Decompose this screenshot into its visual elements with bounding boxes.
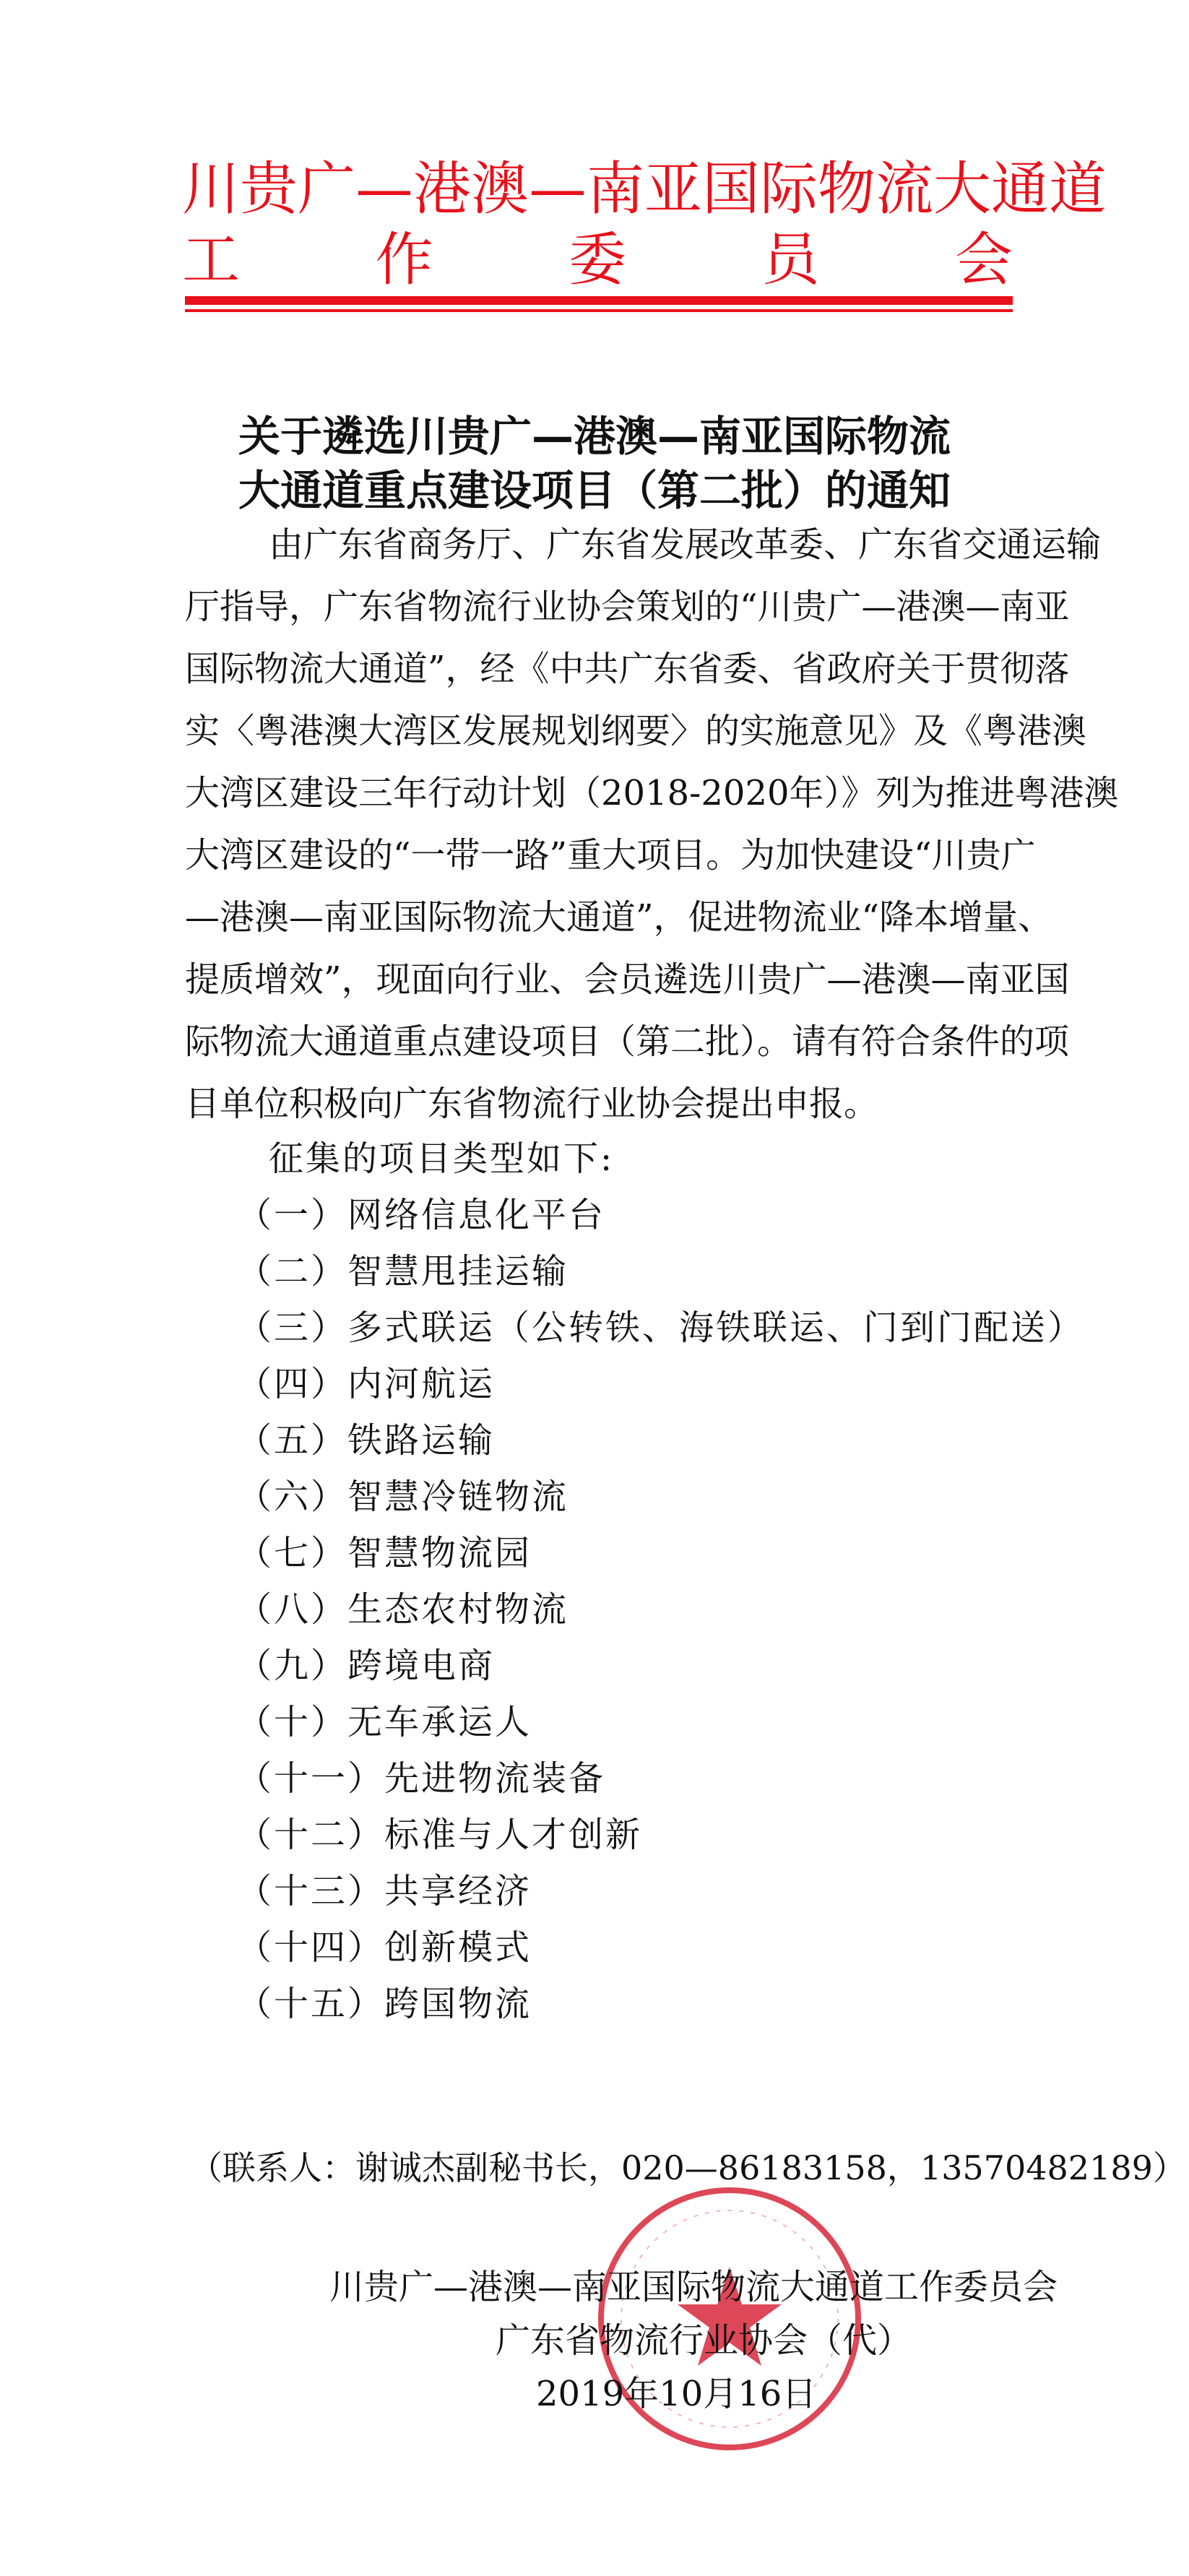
list-item: （六）智慧冷链物流 <box>237 1477 569 1517</box>
contact-info: （联系人：谢诚杰副秘书长，020—86183158，13570482189） <box>189 2148 1186 2187</box>
org-header-line1: 川贵广—港澳—南亚国际物流大通道 <box>182 155 1107 222</box>
signature-agent: 广东省物流行业协会（代） <box>496 2320 912 2361</box>
body-line: 提质增效”，现面向行业、会员遴选川贵广—港澳—南亚国 <box>185 959 1070 1000</box>
list-item: （九）跨境电商 <box>237 1646 496 1686</box>
list-item: （三）多式联运（公转铁、海铁联运、门到门配送） <box>237 1308 1085 1348</box>
list-item: （四）内河航运 <box>237 1364 496 1404</box>
list-item: （五）铁路运输 <box>237 1420 496 1461</box>
list-item: （十五）跨国物流 <box>237 1984 532 2024</box>
list-item: （八）生态农村物流 <box>237 1589 569 1630</box>
list-item: （十四）创新模式 <box>237 1927 532 1968</box>
list-item: （十）无车承运人 <box>237 1702 532 1742</box>
body-line: 大湾区建设三年行动计划（2018-2020年）》列为推进粤港澳 <box>185 773 1119 813</box>
list-item: （七）智慧物流园 <box>237 1533 532 1573</box>
list-item: （十三）共享经济 <box>237 1871 532 1911</box>
signature-org: 川贵广—港澳—南亚国际物流大通道工作委员会 <box>329 2267 1058 2307</box>
body-line: 厅指导，广东省物流行业协会策划的“川贵广—港澳—南亚 <box>185 587 1070 627</box>
body-line: 际物流大通道重点建设项目（第二批）。请有符合条件的项 <box>185 1021 1070 1062</box>
header-divider-thin <box>185 309 1013 312</box>
list-item: （一）网络信息化平台 <box>237 1195 606 1235</box>
body-line: —港澳—南亚国际物流大通道”，促进物流业“降本增量、 <box>185 897 1053 938</box>
list-intro: 征集的项目类型如下: <box>269 1138 615 1179</box>
official-seal-stamp <box>592 2182 867 2456</box>
signature-date: 2019年10月16日 <box>536 2374 817 2414</box>
body-line: 国际物流大通道”，经《中共广东省委、省政府关于贯彻落 <box>185 649 1070 689</box>
org-header-line2: 工 作 委 员 会 <box>182 226 1013 293</box>
body-line: 大湾区建设的“一带一路”重大项目。为加快建设“川贵广 <box>185 835 1036 876</box>
notice-title-line1: 关于遴选川贵广—港澳—南亚国际物流 <box>238 412 951 461</box>
body-line: 目单位积极向广东省物流行业协会提出申报。 <box>185 1084 879 1124</box>
list-item: （十二）标准与人才创新 <box>237 1815 643 1855</box>
list-item: （十一）先进物流装备 <box>237 1758 606 1799</box>
header-divider-thick <box>185 296 1013 305</box>
body-line: 实〈粤港澳大湾区发展规划纲要〉的实施意见》及《粤港澳 <box>185 711 1087 751</box>
notice-title-line2: 大通道重点建设项目（第二批）的通知 <box>238 466 951 515</box>
list-item: （二）智慧甩挂运输 <box>237 1251 569 1292</box>
body-line: 由广东省商务厅、广东省发展改革委、广东省交通运输 <box>269 524 1102 565</box>
